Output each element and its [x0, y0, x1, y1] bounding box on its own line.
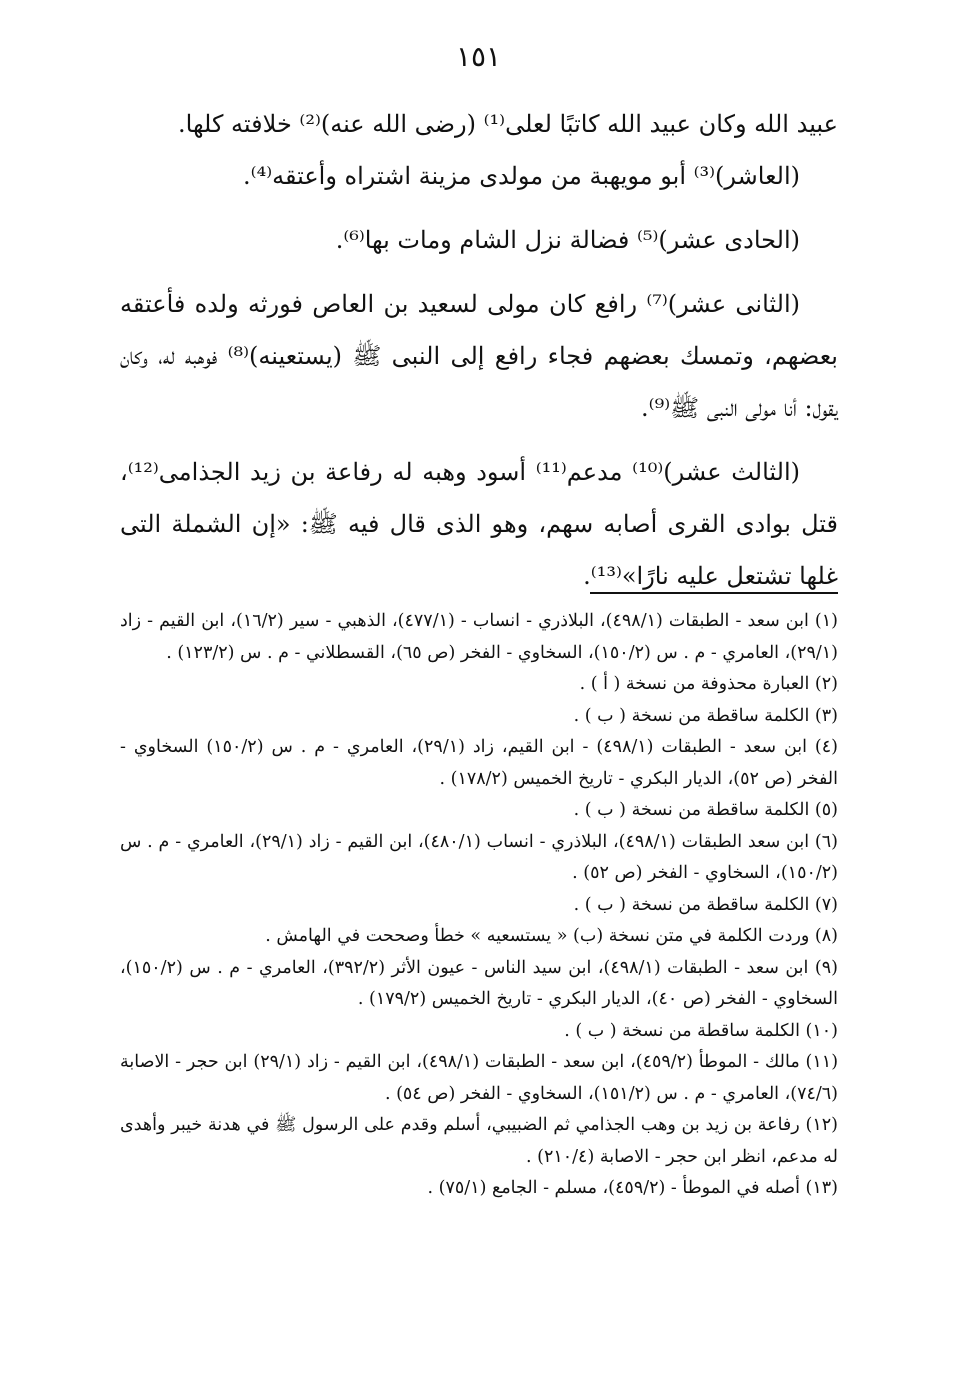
footnote-2: (٢) العبارة محذوفة من نسخة ( أ ) .: [579, 674, 838, 694]
footnote-9: (٩) ابن سعد - الطبقات (٤٩٨/١)، ابن سيد الناس - عيون الأثر (٣٩٢/٢)، العامري - م . س (١٥٠/٢)، السخاوي - الفخر (ص ٤٠)، الديار البكري - تاريخ الخميس (١٧٩/٢) .: [120, 957, 838, 1009]
footnote-6: (٦) ابن سعد الطبقات (٤٩٨/١)، البلاذري - انساب (٤٨٠/١)، ابن القيم - زاد (٢٩/١)، العامري - م . س (١٥٠/٢)، السخاوي - الفخر (ص ٥٢) .: [120, 831, 838, 883]
footnote-4: (٤) ابن سعد - الطبقات (٤٩٨/١) - ابن القيم، زاد (٢٩/١)، العامري - م . س (١٥٠/٢) السخاوي - الفخر (ص ٥٢)، الديار البكري - تاريخ الخميس (١٧٨/٢) .: [120, 737, 838, 789]
footnote-7: (٧) الكلمة ساقطة من نسخة ( ب ) .: [573, 894, 838, 915]
footnote-divider: [590, 592, 838, 594]
paragraph-1: عبيد الله وكان عبيد الله كاتبًا لعلى⁽¹⁾ (رضى الله عنه)⁽²⁾ خلافته كلها.: [178, 110, 838, 138]
footnote-13: (١٣) أصله في الموطأ - (٤٥٩/٢)، مسلم - الجامع (٧٥/١) .: [427, 1178, 838, 1198]
footnotes: [120, 606, 838, 1205]
main-text: [120, 98, 838, 602]
footnote-8: (٨) وردت الكلمة في متن نسخة (ب) « يستسعيه » خطأ وصححت في الهامش .: [265, 926, 838, 946]
footnote-10: (١٠) الكلمة ساقطة من نسخة ( ب ) .: [564, 1020, 838, 1041]
paragraph-3: (الحادى عشر)⁽⁵⁾ فضالة نزل الشام ومات بها⁽⁶⁾.: [335, 226, 800, 254]
footnote-12: (١٢) رفاعة بن زيد بن وهب الجذامي ثم الضبيبي، أسلم وقدم على الرسول ﷺ في هدنة خيبر وأهدى له مدعم، انظر ابن حجر - الاصابة (٢١٠/٤) .: [120, 1115, 838, 1167]
paragraph-4: (الثانى عشر)⁽⁷⁾ رافع كان مولى لسعيد بن العاص فورثه ولده فأعتقه بعضهم، وتمسك بعضهم فجاء رافع إلى النبى ﷺ (يستعينه)⁽⁸⁾ فوهبه له، وكان يقول: أنا مولى النبى ﷺ⁽⁹⁾.: [120, 290, 838, 422]
paragraph-2: (العاشر)⁽³⁾ أبو مويهبة من مولدى مزينة اشتراه وأعتقه⁽⁴⁾.: [243, 162, 800, 190]
footnote-11: (١١) مالك - الموطأ (٤٥٩/٢)، ابن سعد - الطبقات (٤٩٨/١)، ابن القيم - زاد (٢٩/١) ابن حجر - الاصابة (٧٤/٦)، العامري - م . س (١٥١/٢)، السخاوي - الفخر (ص ٥٤) .: [120, 1052, 839, 1104]
page-number: ١٥١: [455, 40, 502, 73]
paragraph-5: (الثالث عشر)⁽¹⁰⁾ مدعم⁽¹¹⁾ أسود وهبه له رفاعة بن زيد الجذامى⁽¹²⁾، قتل بوادى القرى أصابه سهم، وهو الذى قال فيه ﷺ: «إن الشملة التى غلها تشتعل عليه نارًا»⁽¹³⁾.: [120, 458, 838, 590]
footnote-5: (٥) الكلمة ساقطة من نسخة ( ب ) .: [573, 800, 838, 820]
footnote-1: (١) ابن سعد - الطبقات (٤٩٨/١)، البلاذري - انساب - (٤٧٧/١)، الذهبي - سير (١٦/٢)، ابن القيم - زاد (٢٩/١)، العامري - م . س (١٥٠/٢)، السخاوي - الفخر (ص ٦٥)، القسطلاني - م . س (١٢٣/٢) .: [120, 611, 838, 663]
footnote-3: (٣) الكلمة ساقطة من نسخة ( ب ) .: [573, 705, 838, 726]
